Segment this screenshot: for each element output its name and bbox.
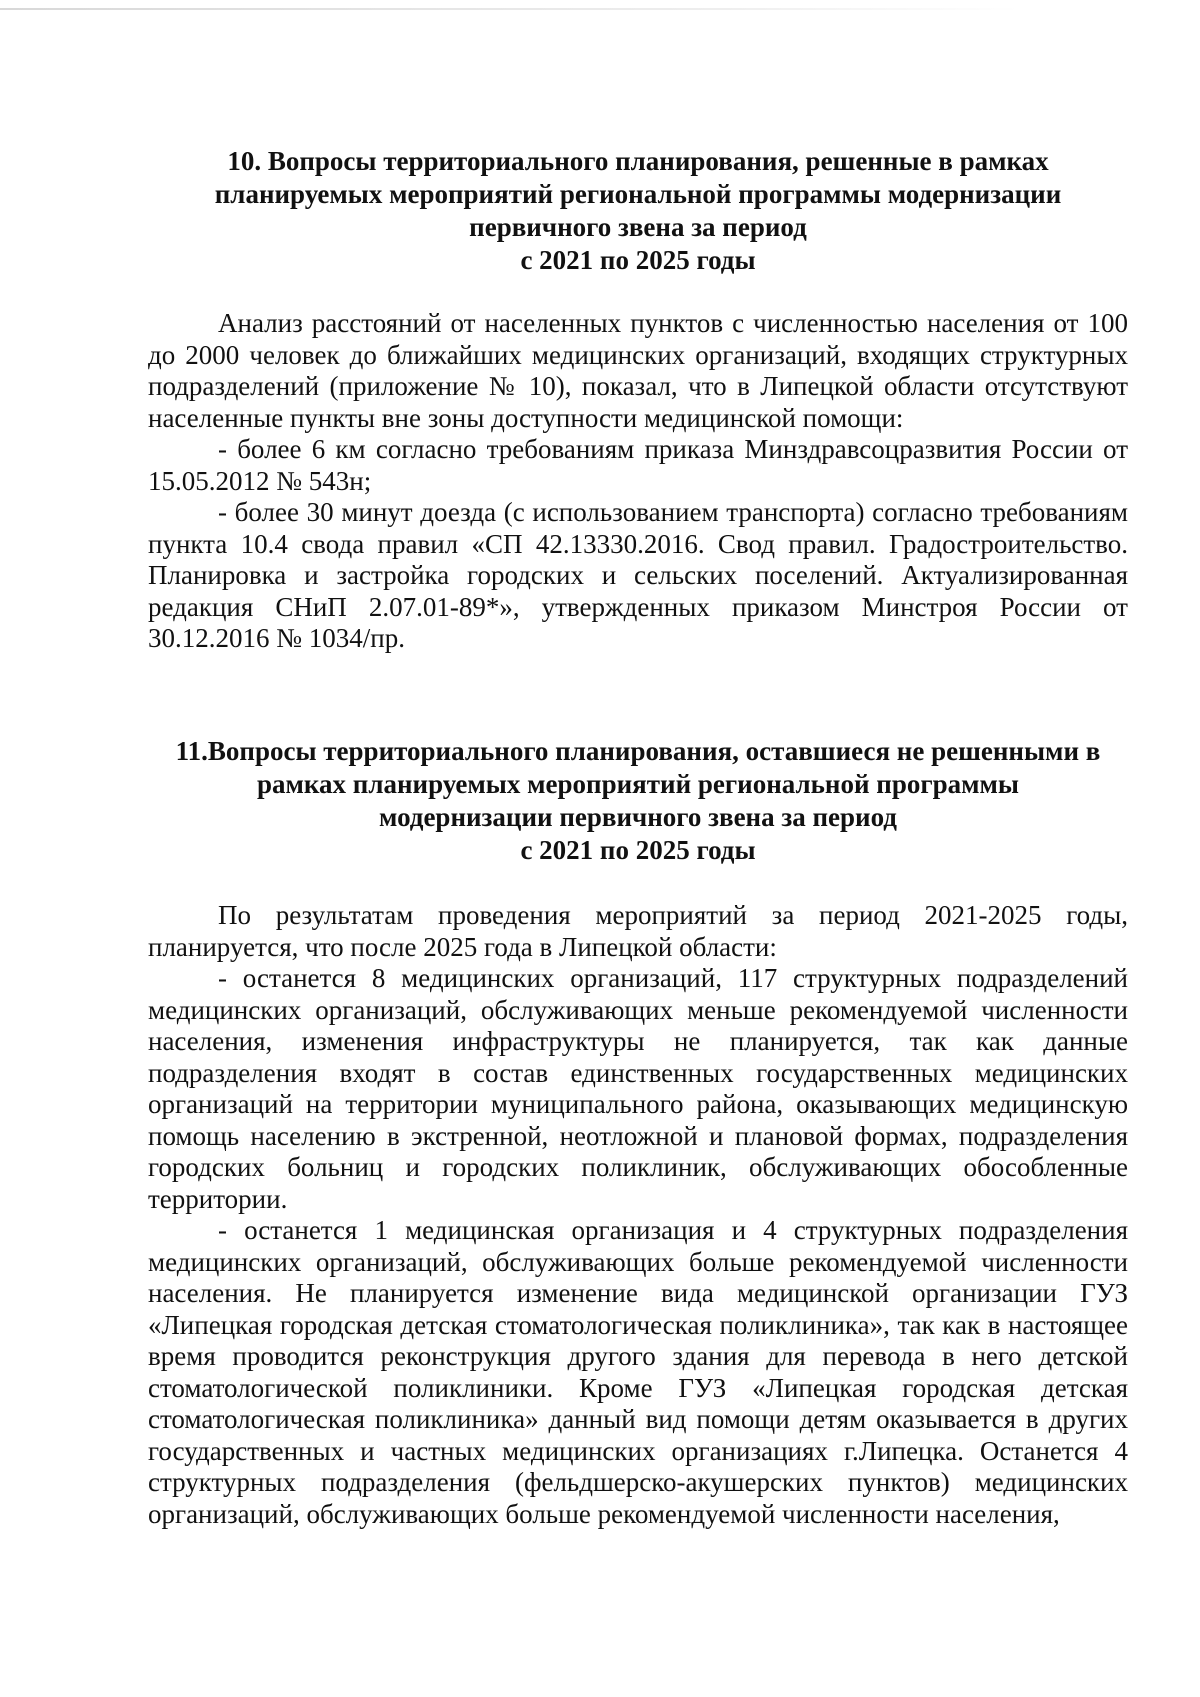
heading-line: модернизации первичного звена за период	[379, 802, 897, 832]
list-item: - более 6 км согласно требованиям приказа Минздравсоцразвития России от 15.05.2012 № 543н;	[148, 434, 1128, 496]
heading-line: 11.Вопросы территориального планирования, оставшиеся не решенными в	[175, 736, 1101, 766]
heading-line: с 2021 по 2025 годы	[520, 835, 756, 865]
list-item: - останется 8 медицинских организаций, 117 структурных подразделений медицинских организаций, обслуживающих меньше рекомендуемой численности населения, изменения инфраструктуры не планируется, так как данные подразделения входят в состав единственных государственных медицинских организаций на территории муниципального района, оказывающих медицинскую помощь населению в экстренной, неотложной и плановой формах, подразделения городских больниц и городских поликлиник, обслуживающих обособленные территории.	[148, 963, 1128, 1214]
section-10-heading	[148, 145, 1128, 277]
section-11-body	[148, 900, 1128, 1530]
heading-line: 10. Вопросы территориального планирования, решенные в рамках	[227, 146, 1049, 176]
list-item: - более 30 минут доезда (с использованием транспорта) согласно требованиям пункта 10.4 свода правил «СП 42.13330.2016. Свод правил. Градостроительство. Планировка и застройка городских и сельских поселений. Актуализированная редакция СНиП 2.07.01-89*», утвержденных приказом Минстроя России от 30.12.2016 № 1034/пр.	[148, 497, 1128, 653]
heading-line: первичного звена за период	[469, 212, 807, 242]
heading-line: с 2021 по 2025 годы	[520, 245, 756, 275]
section-11-heading	[148, 735, 1128, 867]
heading-line: планируемых мероприятий региональной программы модернизации	[214, 179, 1062, 209]
heading-line: рамках планируемых мероприятий региональной программы	[256, 769, 1020, 799]
section-10-body	[148, 308, 1128, 655]
paragraph: По результатам проведения мероприятий за период 2021-2025 годы, планируется, что после 2025 года в Липецкой области:	[148, 900, 1128, 962]
scan-border-line	[0, 8, 1200, 10]
list-item: - останется 1 медицинская организация и 4 структурных подразделения медицинских организаций, обслуживающих больше рекомендуемой численности населения. Не планируется изменение вида медицинской организации ГУЗ «Липецкая городская детская стоматологическая поликлиника», так как в настоящее время проводится реконструкция другого здания для перевода в него детской стоматологической поликлиники. Кроме ГУЗ «Липецкая городская детская стоматологическая поликлиника» данный вид помощи детям оказывается в других государственных и частных медицинских организациях г.Липецка. Останется 4 структурных подразделения (фельдшерско-акушерских пунктов) медицинских организаций, обслуживающих больше рекомендуемой численности населения,	[148, 1215, 1128, 1529]
paragraph: Анализ расстояний от населенных пунктов с численностью населения от 100 до 2000 человек до ближайших медицинских организаций, входящих структурных подразделений (приложение № 10), показал, что в Липецкой области отсутствуют населенные пункты вне зоны доступности медицинской помощи:	[148, 308, 1128, 433]
